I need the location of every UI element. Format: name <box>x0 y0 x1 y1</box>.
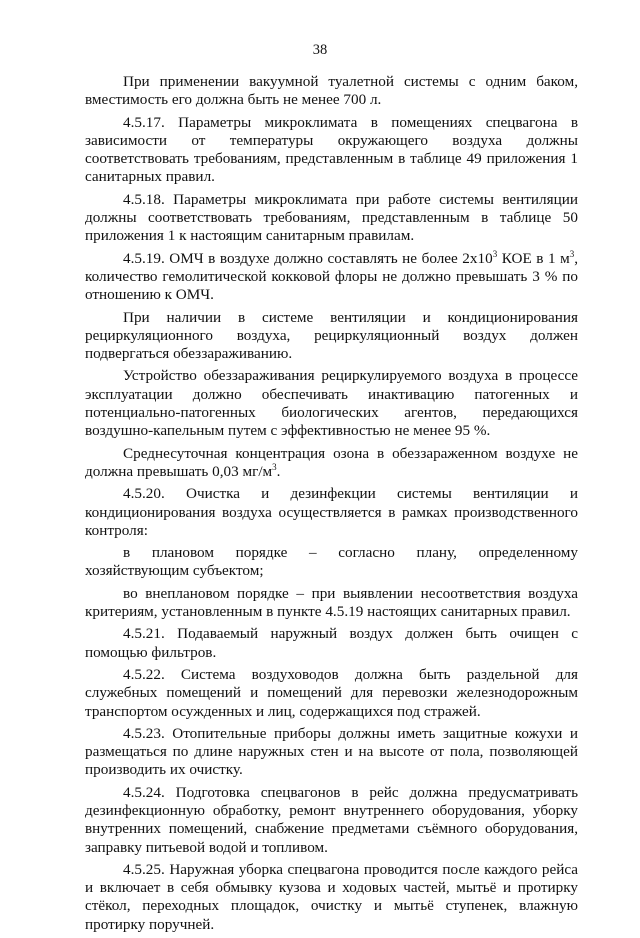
paragraph-unplanned: во внеплановом порядке – при выявлении несоответствия воздуха критериям, установленным в пункте 4.5.19 настоящих санитарных правил. <box>85 584 578 621</box>
paragraph-disinfection-device: Устройство обеззараживания рециркулируемого воздуха в процессе эксплуатации должно обеспечивать инактивацию патогенных и потенциально-патогенных биологических агентов, передающихся воздушно-капельным путем с эффективностью не менее 95 %. <box>85 367 578 440</box>
paragraph-ozone <box>85 445 578 482</box>
paragraph-recirculation: При наличии в системе вентиляции и кондиционирования рециркуляционного воздуха, рециркуляционный воздух должен подвергаться обеззараживанию. <box>85 308 578 363</box>
paragraph-4-5-24: 4.5.24. Подготовка спецвагонов в рейс должна предусматривать дезинфекционную обработку, ремонт внутреннего оборудования, уборку внутренних помещений, снабжение предметами съёмного оборудования, заправку питьевой водой и топливом. <box>85 783 578 856</box>
page-number: 38 <box>312 42 328 58</box>
paragraph-4-5-25: 4.5.25. Наружная уборка спецвагона проводится после каждого рейса и включает в себя обмывку кузова и ходовых частей, мытьё и протирку стёкол, переходных площадок, очистку и мытьё ступенек, влажную протирку поручней. <box>85 860 578 933</box>
paragraph-ozone-part-a: Среднесуточная концентрация озона в обеззараженном воздухе не должна превышать 0,03 мг/м <box>85 444 578 480</box>
paragraph-4-5-23: 4.5.23. Отопительные приборы должны иметь защитные кожухи и размещаться по длине наружных стен и на высоте от пола, позволяющей производить их очистку. <box>85 724 578 779</box>
paragraph-4-5-19-part-c: , количество гемолитической кокковой флоры не должно превышать 3 % по отношению к ОМЧ. <box>85 249 578 304</box>
paragraph-4-5-19-part-b: КОЕ в 1 м <box>497 249 570 267</box>
paragraph-4-5-21: 4.5.21. Подаваемый наружный воздух должен быть очищен с помощью фильтров. <box>85 625 578 661</box>
superscript-cubic: 3 <box>569 248 575 259</box>
superscript-cubic: 3 <box>272 461 277 472</box>
paragraph-4-5-20: 4.5.20. Очистка и дезинфекции системы вентиляции и кондиционирования воздуха осуществляется в рамках производственного контроля: <box>85 485 578 539</box>
superscript-exponent: 3 <box>492 248 498 259</box>
paragraph-4-5-19 <box>85 250 578 305</box>
paragraph-4-5-19-part-a: 4.5.19. ОМЧ в воздухе должно составлять не более 2х10 <box>123 249 493 267</box>
paragraph-planned: в плановом порядке – согласно плану, определенному хозяйствующим субъектом; <box>85 544 578 580</box>
paragraph-ozone-part-b: . <box>276 462 281 480</box>
paragraph-vacuum-toilet: При применении вакуумной туалетной системы с одним баком, вместимость его должна быть не менее 700 л. <box>85 73 578 109</box>
paragraph-4-5-17: 4.5.17. Параметры микроклимата в помещениях спецвагона в зависимости от температуры окружающего воздуха должны соответствовать требованиям, представленным в таблице 49 приложения 1 санитарных правил. <box>85 113 578 186</box>
paragraph-4-5-18: 4.5.18. Параметры микроклимата при работе системы вентиляции должны соответствовать требованиям, представленным в таблице 50 приложения 1 к настоящим санитарным правилам. <box>85 190 578 245</box>
paragraph-4-5-22: 4.5.22. Система воздуховодов должна быть раздельной для служебных помещений и помещений для перевозки железнодорожным транспортом осужденных и лиц, содержащихся под стражей. <box>85 665 578 720</box>
document-body <box>85 73 578 938</box>
